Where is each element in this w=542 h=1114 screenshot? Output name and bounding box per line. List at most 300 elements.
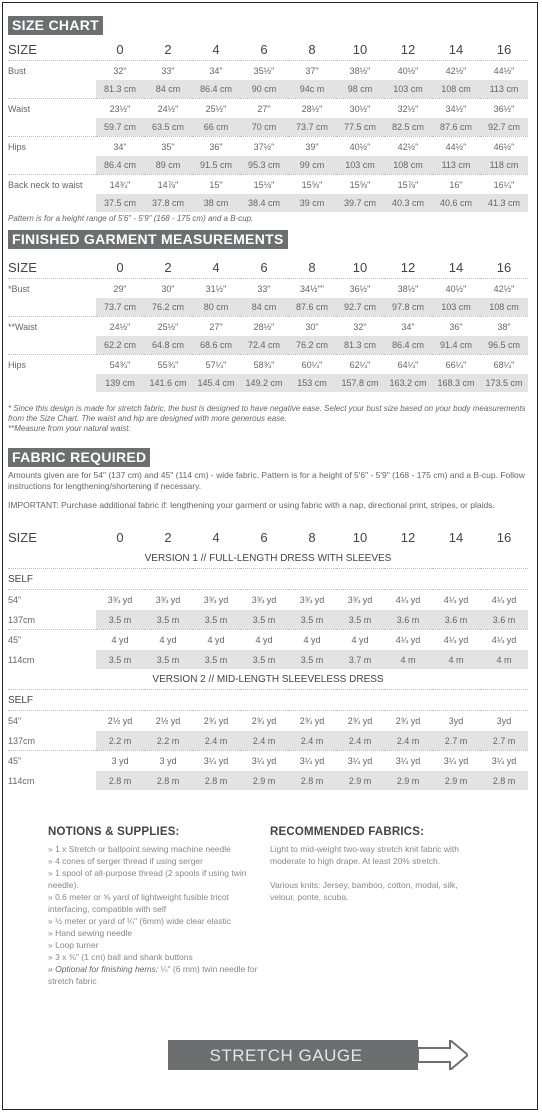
optional-label: » Optional for finishing hems: [48,964,159,974]
yardage-cell: 4 m [480,650,528,669]
cm-cell: 72.4 cm [240,336,288,355]
yardage-cell: 3.5 m [336,610,384,630]
cm-cell: 63.5 cm [144,118,192,137]
cm-cell: 87.6 cm [432,118,480,137]
finished-size-row [8,256,528,279]
size-label: SIZE [8,41,37,57]
width-label: 114cm [8,771,96,790]
yardage-cell: 3¾ yd [336,590,384,611]
yardage-cell: 3.5 m [96,610,144,630]
cm-cell: 80 cm [192,298,240,317]
size-heading: 2 [164,259,172,275]
yardage-cell: 3.5 m [96,650,144,669]
yardage-cell: 4 yd [336,630,384,651]
cm-cell: 99 cm [288,156,336,175]
inch-cell: 40½" [384,61,432,81]
cm-cell: 113 cm [480,80,528,99]
cm-cell: 91.5 cm [192,156,240,175]
cm-cell: 76.2 cm [288,336,336,355]
inch-cell: 23½" [96,99,144,119]
yardage-cell: 4 yd [192,630,240,651]
notion-item: » Loop turner [48,940,99,950]
inch-cell: 37" [288,61,336,81]
size-heading: 2 [164,41,172,57]
yardage-cell: 2¾ yd [240,711,288,732]
inch-cell: 15⅝" [336,175,384,195]
yardage-row [8,590,528,611]
cm-cell: 81.3 cm [96,80,144,99]
size-heading: 12 [400,41,416,57]
inch-cell: 24½" [144,99,192,119]
table-row [8,156,528,175]
yardage-row [8,650,528,669]
optional-text: ¼" (6 mm) twin needle for stretch fabric [48,964,258,986]
cm-cell: 64.8 cm [144,336,192,355]
size-heading: 10 [352,41,368,57]
cm-cell: 108 cm [432,80,480,99]
cm-cell: 96.5 cm [480,336,528,355]
yardage-cell: 2.7 m [480,731,528,751]
yardage-cell: 3.5 m [240,610,288,630]
notion-item: » 3 x ⅜" (1 cm) ball and shank buttons [48,952,193,962]
yardage-cell: 4¼ yd [384,590,432,611]
inch-cell: 32½" [384,99,432,119]
inch-cell: 15⅞" [384,175,432,195]
cm-cell: 84 cm [144,80,192,99]
yardage-cell: 2½ yd [144,711,192,732]
yardage-cell: 2½ yd [96,711,144,732]
inch-cell: 68¼" [480,355,528,375]
cm-cell: 108 cm [384,156,432,175]
yardage-cell: 3 yd [144,751,192,772]
yardage-cell: 2.9 m [240,771,288,790]
yardage-cell: 2.9 m [336,771,384,790]
inch-cell: 66¼" [432,355,480,375]
fabrics-title: RECOMMENDED FABRICS: [270,826,425,838]
inch-cell: 30½" [336,99,384,119]
inch-cell: 27" [192,317,240,337]
size-heading: 8 [308,259,316,275]
cm-cell: 145.4 cm [192,374,240,392]
yardage-row [8,711,528,732]
cm-cell: 38.4 cm [240,194,288,212]
size-heading: 6 [260,529,268,545]
table-row [8,355,528,375]
inch-cell: 32" [96,61,144,81]
cm-cell: 149.2 cm [240,374,288,392]
yardage-cell: 2.7 m [432,731,480,751]
inch-cell: 35½" [240,61,288,81]
yardage-row [8,610,528,630]
size-heading: 16 [496,259,512,275]
cm-cell: 41.3 cm [480,194,528,212]
cm-cell: 86.4 cm [96,156,144,175]
inch-cell: 28½" [240,317,288,337]
table-row [8,118,528,137]
inch-cell: 16" [432,175,480,195]
inch-cell: 34½"" [288,279,336,299]
self-row [8,690,528,711]
finished-note [8,404,528,434]
cm-cell: 62.2 cm [96,336,144,355]
yardage-cell: 3¼ yd [336,751,384,772]
self-label: SELF [8,569,528,590]
yardage-cell: 2¾ yd [384,711,432,732]
cm-cell: 70 cm [240,118,288,137]
version-title: VERSION 2 // MID-LENGTH SLEEVELESS DRESS [152,673,384,685]
notion-item: » 0.6 meter or ⅝ yard of lightweight fusible tricot interfacing, compatible with self [48,892,229,914]
cm-cell: 39 cm [288,194,336,212]
row-label-blank [8,194,96,212]
cm-cell: 86.4 cm [384,336,432,355]
inch-cell: 38½" [384,279,432,299]
yardage-cell: 3¼ yd [288,751,336,772]
yardage-cell: 3.5 m [288,610,336,630]
size-chart-note: Pattern is for a height range of 5'6" - 5'9" (168 - 175 cm) and a B-cup. [8,214,254,223]
inch-cell: 34" [384,317,432,337]
yardage-cell: 3¾ yd [144,590,192,611]
cm-cell: 68.6 cm [192,336,240,355]
width-label: 54" [8,590,96,611]
row-label-blank [8,336,96,355]
inch-cell: 27" [240,99,288,119]
inch-cell: 16¼" [480,175,528,195]
yardage-cell: 4 m [432,650,480,669]
inch-cell: 62¼" [336,355,384,375]
yardage-cell: 3¼ yd [384,751,432,772]
row-label-blank [8,374,96,392]
self-row [8,569,528,590]
inch-cell: 15" [192,175,240,195]
inch-cell: 25½" [192,99,240,119]
yardage-cell: 4 yd [96,630,144,651]
table-row [8,317,528,337]
inch-cell: 25½" [144,317,192,337]
inch-cell: 40½" [432,279,480,299]
width-label: 137cm [8,610,96,630]
cm-cell: 81.3 cm [336,336,384,355]
cm-cell: 87.6 cm [288,298,336,317]
yardage-cell: 2.4 m [336,731,384,751]
size-heading: 10 [352,529,368,545]
yardage-cell: 4 yd [288,630,336,651]
yardage-cell: 2.9 m [432,771,480,790]
yardage-cell: 3¾ yd [288,590,336,611]
fabrics-text-1: Light to mid-weight two-way stretch knit fabric with moderate to high drape. At least 20% stretch. [270,844,459,866]
yardage-cell: 2.4 m [192,731,240,751]
gauge-arrow-icon [418,1040,468,1070]
yardage-cell: 2.8 m [288,771,336,790]
yardage-cell: 3.7 m [336,650,384,669]
inch-cell: 58¾" [240,355,288,375]
yardage-cell: 4¼ yd [384,630,432,651]
inch-cell: 44½" [480,61,528,81]
yardage-cell: 3.6 m [432,610,480,630]
cm-cell: 40.3 cm [384,194,432,212]
table-row [8,137,528,157]
size-heading: 16 [496,41,512,57]
notion-item: » 1 x Stretch or ballpoint sewing machine needle [48,844,231,854]
cm-cell: 113 cm [432,156,480,175]
table-row [8,374,528,392]
inch-cell: 42½" [480,279,528,299]
cm-cell: 73.7 cm [96,298,144,317]
size-heading: 2 [164,529,172,545]
inch-cell: 14¾" [96,175,144,195]
notions-list [48,843,258,987]
inch-cell: 29" [96,279,144,299]
inch-cell: 42½" [384,137,432,157]
inch-cell: 36" [192,137,240,157]
inch-cell: 34½" [432,99,480,119]
inch-cell: 38" [480,317,528,337]
cm-cell: 90 cm [240,80,288,99]
size-heading: 0 [116,41,124,57]
cm-cell: 37.5 cm [96,194,144,212]
inch-cell: 54¾" [96,355,144,375]
width-label: 54" [8,711,96,732]
size-heading: 4 [212,529,220,545]
cm-cell: 40.6 cm [432,194,480,212]
yardage-cell: 3¾ yd [240,590,288,611]
row-label-blank [8,298,96,317]
yardage-cell: 3.5 m [192,650,240,669]
cm-cell: 94c m [288,80,336,99]
yardage-cell: 2.8 m [480,771,528,790]
yardage-cell: 3¾ yd [96,590,144,611]
cm-cell: 141.6 cm [144,374,192,392]
inch-cell: 44½" [432,137,480,157]
yardage-cell: 4¼ yd [480,630,528,651]
cm-cell: 84 cm [240,298,288,317]
fabric-intro: Amounts given are for 54" (137 cm) and 45" (114 cm) - wide fabric. Pattern is for a height of 5'6" - 5'9" (168 - 175 cm) and a B-cup. Follow instructions for lengthening/shortening if necessary. [8,470,525,491]
cm-cell: 118 cm [480,156,528,175]
inch-cell: 46½" [480,137,528,157]
size-heading: 12 [400,259,416,275]
fabric-table [8,526,528,790]
inch-cell: 55¾" [144,355,192,375]
notion-item-optional [48,963,258,987]
size-heading: 14 [448,41,464,57]
size-label: SIZE [8,529,37,545]
cm-cell: 92.7 cm [480,118,528,137]
width-label: 137cm [8,731,96,751]
inch-cell: 37½" [240,137,288,157]
inch-cell: 36" [432,317,480,337]
yardage-cell: 4 m [384,650,432,669]
stretch-gauge [168,1040,468,1070]
yardage-cell: 2.8 m [144,771,192,790]
yardage-cell: 3yd [480,711,528,732]
table-row [8,61,528,81]
yardage-cell: 2.2 m [144,731,192,751]
gauge-label: STRETCH GAUGE [209,1046,363,1065]
yardage-row [8,751,528,772]
notion-item: » Hand sewing needle [48,928,133,938]
finished-note-2: **Measure from your natural waist. [8,424,131,433]
cm-cell: 73.7 cm [288,118,336,137]
yardage-cell: 3.6 m [384,610,432,630]
yardage-cell: 3.6 m [480,610,528,630]
table-row [8,279,528,299]
inch-cell: 42½" [432,61,480,81]
table-row [8,175,528,195]
yardage-cell: 2.4 m [288,731,336,751]
cm-cell: 98 cm [336,80,384,99]
row-label: Bust [8,61,96,81]
cm-cell: 82.5 cm [384,118,432,137]
self-label: SELF [8,690,528,711]
fabrics-text-2: Various knits: Jersey, bamboo, cotton, modal, silk, velour, ponte, scuba. [270,880,458,902]
yardage-cell: 3.5 m [144,610,192,630]
cm-cell: 77.5 cm [336,118,384,137]
size-heading: 16 [496,529,512,545]
size-heading: 8 [308,529,316,545]
yardage-cell: 3¼ yd [480,751,528,772]
cm-cell: 37.8 cm [144,194,192,212]
row-label-blank [8,80,96,99]
cm-cell: 173.5 cm [480,374,528,392]
row-label-blank [8,118,96,137]
yardage-cell: 3¼ yd [192,751,240,772]
cm-cell: 66 cm [192,118,240,137]
yardage-cell: 4 yd [240,630,288,651]
size-heading: 14 [448,259,464,275]
yardage-row [8,771,528,790]
notion-item: » ½ meter or yard of ¼" (6mm) wide clear elastic [48,916,231,926]
row-label: Hips [8,355,96,375]
size-chart-header: SIZE CHART [8,16,103,35]
inch-cell: 38½" [336,61,384,81]
row-label: Back neck to waist [8,175,96,195]
width-label: 114cm [8,650,96,669]
inch-cell: 40½" [336,137,384,157]
size-heading: 6 [260,259,268,275]
yardage-cell: 3¼ yd [240,751,288,772]
yardage-row [8,630,528,651]
inch-cell: 36½" [336,279,384,299]
cm-cell: 38 cm [192,194,240,212]
inch-cell: 15⅝" [288,175,336,195]
yardage-cell: 3.5 m [144,650,192,669]
table-row [8,298,528,317]
inch-cell: 34" [96,137,144,157]
cm-cell: 39.7 cm [336,194,384,212]
table-row [8,80,528,99]
yardage-row [8,731,528,751]
yardage-cell: 2.2 m [96,731,144,751]
cm-cell: 92.7 cm [336,298,384,317]
size-heading: 14 [448,529,464,545]
size-label: SIZE [8,259,37,275]
inch-cell: 14⅞" [144,175,192,195]
notion-item: » 1 spool of all-purpose thread (2 spools if using twin needle). [48,868,247,890]
size-chart-table [8,38,528,212]
size-heading: 4 [212,259,220,275]
version-title-row [8,548,528,569]
width-label: 45" [8,751,96,772]
cm-cell: 59.7 cm [96,118,144,137]
cm-cell: 76.2 cm [144,298,192,317]
yardage-cell: 2.4 m [384,731,432,751]
yardage-cell: 2¾ yd [336,711,384,732]
yardage-cell: 2.8 m [96,771,144,790]
inch-cell: 39" [288,137,336,157]
yardage-cell: 4 yd [144,630,192,651]
yardage-cell: 2.9 m [384,771,432,790]
size-heading: 0 [116,529,124,545]
yardage-cell: 3.5 m [288,650,336,669]
inch-cell: 30" [144,279,192,299]
inch-cell: 34" [192,61,240,81]
row-label: *Bust [8,279,96,299]
cm-cell: 103 cm [432,298,480,317]
row-label: Hips [8,137,96,157]
inch-cell: 33" [144,61,192,81]
yardage-cell: 3yd [432,711,480,732]
inch-cell: 60¼" [288,355,336,375]
yardage-cell: 2.8 m [192,771,240,790]
table-row [8,194,528,212]
version-title-row [8,669,528,690]
inch-cell: 15⅛" [240,175,288,195]
row-label: **Waist [8,317,96,337]
inch-cell: 24½" [96,317,144,337]
inch-cell: 33" [240,279,288,299]
size-heading: 10 [352,259,368,275]
cm-cell: 108 cm [480,298,528,317]
yardage-cell: 4¼ yd [480,590,528,611]
yardage-cell: 2.4 m [240,731,288,751]
cm-cell: 97.8 cm [384,298,432,317]
cm-cell: 91.4 cm [432,336,480,355]
finished-header: FINISHED GARMENT MEASUREMENTS [8,230,288,249]
notions-title: NOTIONS & SUPPLIES: [48,826,180,838]
yardage-cell: 4¼ yd [432,590,480,611]
row-label-blank [8,156,96,175]
cm-cell: 168.3 cm [432,374,480,392]
cm-cell: 153 cm [288,374,336,392]
inch-cell: 57¼" [192,355,240,375]
fabrics-text [270,843,485,903]
size-heading: 6 [260,41,268,57]
fabric-important: IMPORTANT: Purchase additional fabric if: lengthening your garment or using fabric with a nap, directional print, stripes, or plaids. [8,500,495,510]
inch-cell: 35" [144,137,192,157]
inch-cell: 36½" [480,99,528,119]
cm-cell: 103 cm [336,156,384,175]
cm-cell: 95.3 cm [240,156,288,175]
cm-cell: 89 cm [144,156,192,175]
size-heading: 4 [212,41,220,57]
yardage-cell: 3.5 m [240,650,288,669]
row-label: Waist [8,99,96,119]
cm-cell: 103 cm [384,80,432,99]
table-row [8,99,528,119]
yardage-cell: 3¾ yd [192,590,240,611]
yardage-cell: 3.5 m [192,610,240,630]
finished-note-1: * Since this design is made for stretch fabric, the bust is designed to have negative ease. Select your bust size based on your body measurements from the Size Chart. The waist and hip are designed with more generous ease. [8,404,526,423]
notion-item: » 4 cones of serger thread if using serger [48,856,203,866]
yardage-cell: 2¾ yd [192,711,240,732]
version-title: VERSION 1 // FULL-LENGTH DRESS WITH SLEEVES [144,552,392,564]
inch-cell: 30" [288,317,336,337]
yardage-cell: 4¼ yd [432,630,480,651]
cm-cell: 157.8 cm [336,374,384,392]
inch-cell: 32" [336,317,384,337]
size-heading: 8 [308,41,316,57]
cm-cell: 86.4 cm [192,80,240,99]
yardage-cell: 2¾ yd [288,711,336,732]
